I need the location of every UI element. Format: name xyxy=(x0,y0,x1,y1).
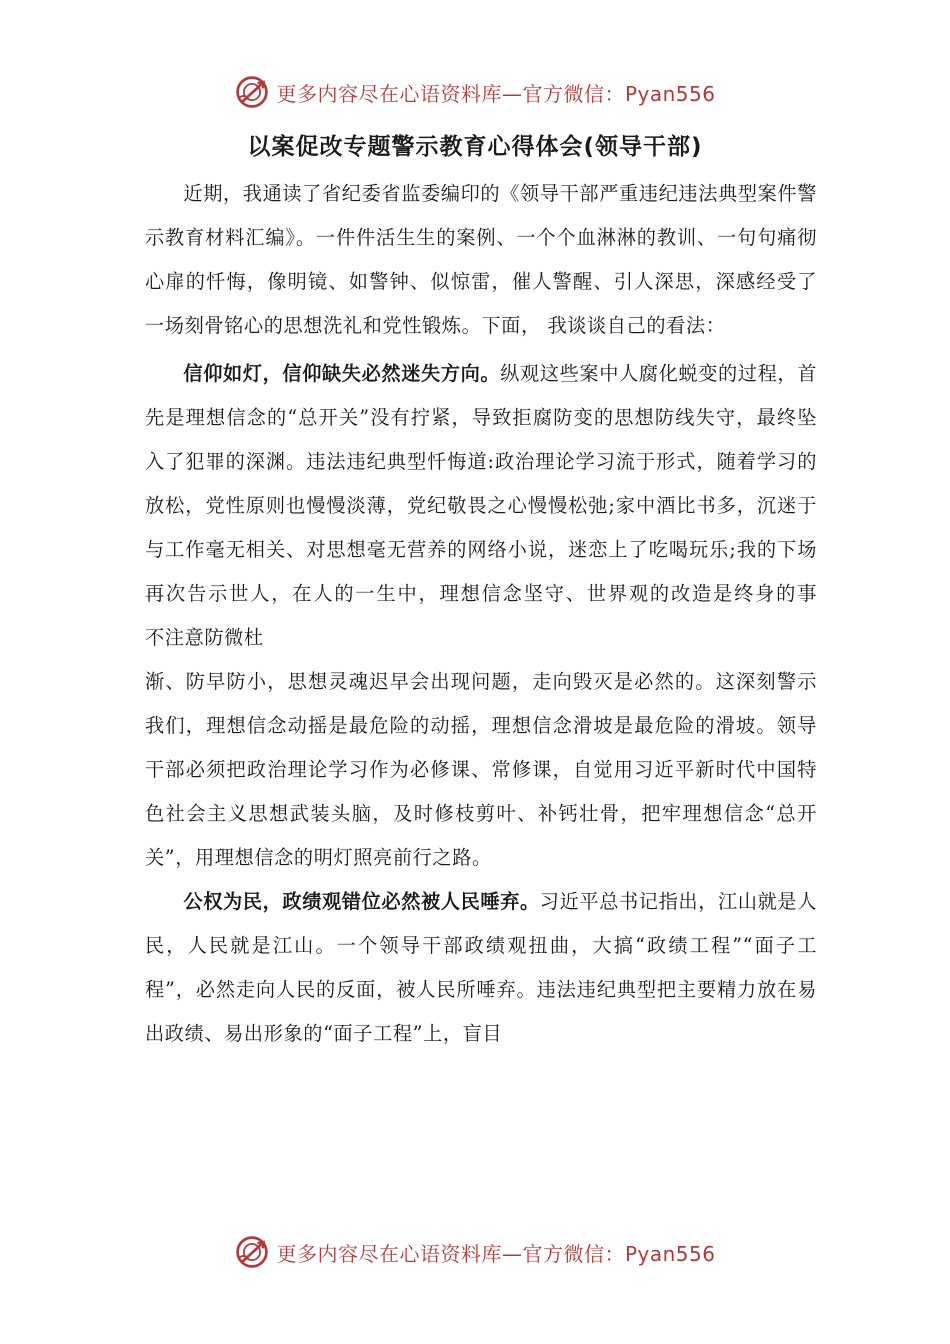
paragraph-text: 习近平总书记指出，江山就是人民，人民就是江山。一个领导干部政绩观扭曲，大搞“政绩工程”“面子工程”，必然走向人民的反面，被人民所唾弃。违法违纪典型把主要精力放在易出政绩、易出形象的“面子工程”上，盲目 xyxy=(145,890,817,1045)
paragraph-text: 纵观这些案中人腐化蜕变的过程，首先是理想信念的“总开关”没有拧紧，导致拒腐防变的思想防线失守，最终坠入了犯罪的深渊。违法违纪典型忏悔道:政治理论学习流于形式，随着学习的放松，党性原则也慢慢淡薄，党纪敬畏之心慢慢松弛;家中酒比书多，沉迷于与工作毫无相关、对思想毫无营养的网络小说，迷恋上了吃喝玩乐;我的下场再次告示世人，在人的一生中，理想信念坚守、世界观的改造是终身的事 不注意防微杜 xyxy=(145,362,837,649)
document-title: 以案促改专题警示教育心得体会(领导干部) xyxy=(247,134,703,160)
document-body xyxy=(145,172,837,1056)
logo-icon xyxy=(234,1234,270,1270)
logo-icon xyxy=(234,74,270,110)
watermark-banner-bottom xyxy=(0,1232,950,1272)
watermark-banner-top xyxy=(0,72,950,112)
paragraph-faith xyxy=(145,352,837,660)
watermark-text: 更多内容尽在心语资料库—官方微信：Pyan556 xyxy=(276,1241,716,1266)
paragraph-heading: 信仰如灯，信仰缺失必然迷失方向。 xyxy=(183,362,501,385)
paragraph-heading: 公权为民，政绩观错位必然被人民唾弃。 xyxy=(183,890,540,913)
paragraph-text: 近期，我通读了省纪委省监委编印的《领导干部严重违纪违法典型案件警示教育材料汇编》。一件件活生生的案例、一个个血淋淋的教训、一句句痛彻心扉的忏悔，像明镜、如警钟、似惊雷，催人警醒、引人深思，深感经受了一场刻骨铭心的思想洗礼和党性锻炼。下面， 我谈谈自己的看法： xyxy=(145,182,817,337)
paragraph-text: 渐、防早防小，思想灵魂迟早会出现问题，走向毁灭是必然的。这深刻警示我们，理想信念动摇是最危险的动摇，理想信念滑坡是最危险的滑坡。领导干部必须把政治理论学习作为必修课、常修课，自觉用习近平新时代中国特色社会主义思想武装头脑，及时修枝剪叶、补钙壮骨，把牢理想信念“总开关”，用理想信念的明灯照亮前行之路。 xyxy=(145,670,817,869)
paragraph-intro xyxy=(145,172,817,348)
paragraph-faith-continued xyxy=(145,660,817,880)
watermark-text: 更多内容尽在心语资料库—官方微信：Pyan556 xyxy=(276,81,716,106)
paragraph-power xyxy=(145,880,817,1056)
